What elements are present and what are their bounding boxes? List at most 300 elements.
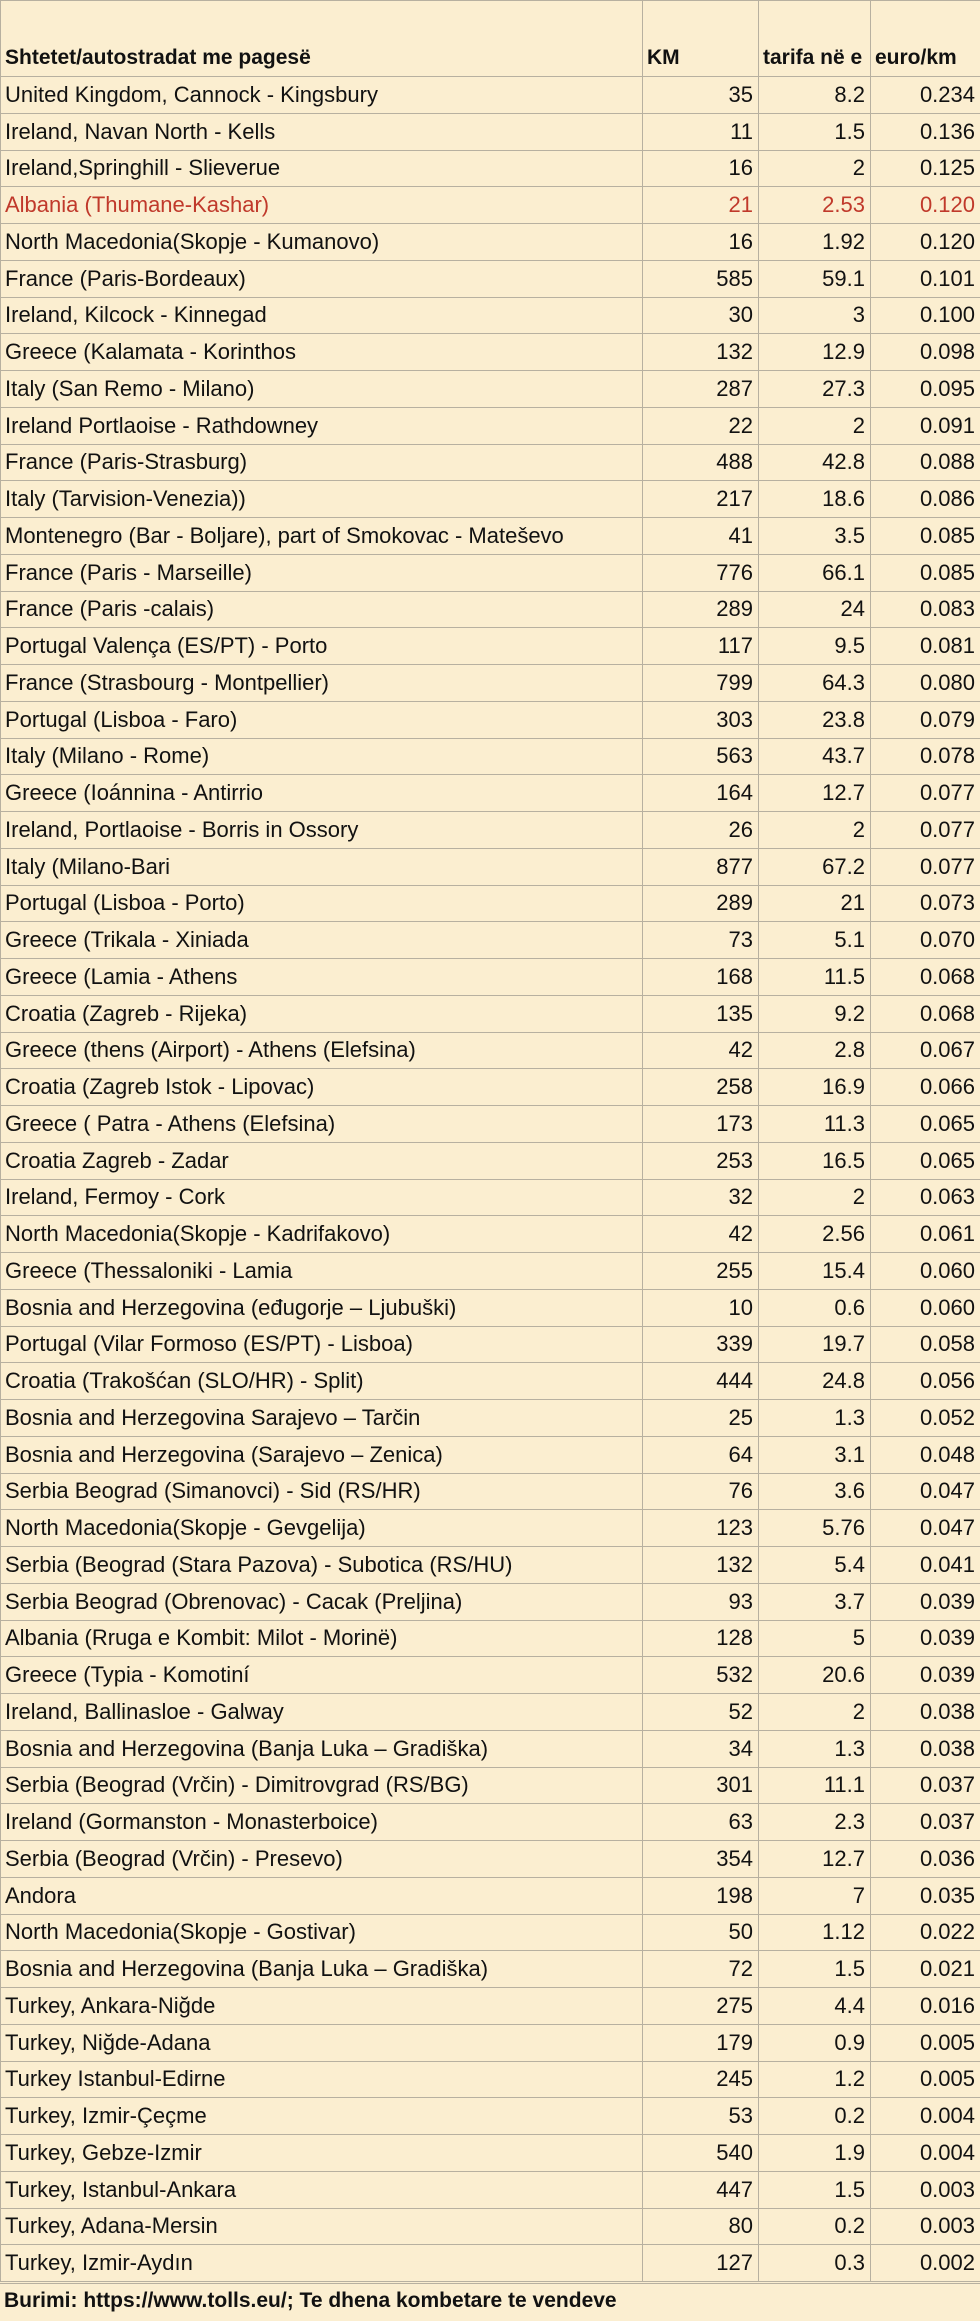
cell-name[interactable]: Ireland, Portlaoise - Borris in Ossory — [1, 812, 643, 849]
cell-name[interactable]: Greece (Trikala - Xiniada — [1, 922, 643, 959]
table-row — [1, 1326, 980, 1363]
table-row — [1, 959, 980, 996]
cell-km[interactable]: 447 — [643, 2171, 759, 2208]
table-row — [1, 1510, 980, 1547]
cell-km[interactable]: 354 — [643, 1841, 759, 1878]
cell-tariff[interactable]: 1.5 — [759, 1951, 871, 1988]
cell-name[interactable]: Greece (Lamia - Athens — [1, 959, 643, 996]
cell-km[interactable]: 275 — [643, 1988, 759, 2025]
table-row — [1, 738, 980, 775]
cell-tariff[interactable]: 2 — [759, 1179, 871, 1216]
cell-km[interactable]: 25 — [643, 1400, 759, 1437]
cell-euro-per-km[interactable]: 0.065 — [871, 1142, 980, 1179]
table-row — [1, 260, 980, 297]
cell-euro-per-km[interactable]: 0.058 — [871, 1326, 980, 1363]
cell-tariff[interactable]: 16.5 — [759, 1142, 871, 1179]
cell-km[interactable]: 10 — [643, 1289, 759, 1326]
cell-name[interactable]: Croatia (Trakošćan (SLO/HR) - Split) — [1, 1363, 643, 1400]
cell-name[interactable]: Serbia Beograd (Obrenovac) - Cacak (Preljina) — [1, 1583, 643, 1620]
cell-name[interactable]: Bosnia and Herzegovina (eđugorje – Ljubuški) — [1, 1289, 643, 1326]
table-row — [1, 334, 980, 371]
cell-tariff[interactable]: 5.1 — [759, 922, 871, 959]
table-row — [1, 1914, 980, 1951]
cell-tariff[interactable]: 16.9 — [759, 1069, 871, 1106]
cell-km[interactable]: 799 — [643, 665, 759, 702]
cell-km[interactable]: 289 — [643, 591, 759, 628]
cell-tariff[interactable]: 1.2 — [759, 2061, 871, 2098]
cell-euro-per-km[interactable]: 0.016 — [871, 1988, 980, 2025]
cell-km[interactable]: 63 — [643, 1804, 759, 1841]
cell-km[interactable]: 287 — [643, 371, 759, 408]
cell-tariff[interactable]: 4.4 — [759, 1988, 871, 2025]
cell-tariff[interactable]: 1.3 — [759, 1730, 871, 1767]
cell-euro-per-km[interactable]: 0.078 — [871, 738, 980, 775]
table-row — [1, 2024, 980, 2061]
cell-km[interactable]: 303 — [643, 701, 759, 738]
table-row — [1, 665, 980, 702]
cell-tariff[interactable]: 66.1 — [759, 554, 871, 591]
cell-tariff[interactable]: 2 — [759, 407, 871, 444]
cell-tariff[interactable]: 20.6 — [759, 1657, 871, 1694]
cell-euro-per-km[interactable]: 0.085 — [871, 518, 980, 555]
cell-tariff[interactable]: 2.3 — [759, 1804, 871, 1841]
cell-euro-per-km[interactable]: 0.039 — [871, 1620, 980, 1657]
cell-name[interactable]: Albania (Thumane-Kashar) — [1, 187, 643, 224]
cell-km[interactable]: 289 — [643, 885, 759, 922]
cell-euro-per-km[interactable]: 0.136 — [871, 113, 980, 150]
cell-km[interactable]: 255 — [643, 1253, 759, 1290]
table-row — [1, 885, 980, 922]
cell-euro-per-km[interactable]: 0.037 — [871, 1804, 980, 1841]
table-row — [1, 518, 980, 555]
cell-km[interactable]: 42 — [643, 1216, 759, 1253]
cell-tariff[interactable]: 3 — [759, 297, 871, 334]
cell-euro-per-km[interactable]: 0.052 — [871, 1400, 980, 1437]
cell-euro-per-km[interactable]: 0.073 — [871, 885, 980, 922]
cell-euro-per-km[interactable]: 0.077 — [871, 812, 980, 849]
table-row — [1, 1179, 980, 1216]
table-row — [1, 444, 980, 481]
cell-km[interactable]: 132 — [643, 334, 759, 371]
table-row — [1, 775, 980, 812]
cell-euro-per-km[interactable]: 0.085 — [871, 554, 980, 591]
cell-name[interactable]: France (Paris-Strasburg) — [1, 444, 643, 481]
cell-tariff[interactable]: 2.8 — [759, 1032, 871, 1069]
cell-euro-per-km[interactable]: 0.079 — [871, 701, 980, 738]
cell-tariff[interactable]: 8.2 — [759, 77, 871, 114]
cell-name[interactable]: Portugal (Lisboa - Faro) — [1, 701, 643, 738]
cell-tariff[interactable]: 1.3 — [759, 1400, 871, 1437]
cell-km[interactable]: 532 — [643, 1657, 759, 1694]
table-row — [1, 1730, 980, 1767]
table-row — [1, 187, 980, 224]
cell-tariff[interactable]: 19.7 — [759, 1326, 871, 1363]
cell-name[interactable]: Turkey Istanbul-Edirne — [1, 2061, 643, 2098]
cell-km[interactable]: 64 — [643, 1436, 759, 1473]
cell-name[interactable]: Turkey, Gebze-Izmir — [1, 2135, 643, 2172]
table-row — [1, 1142, 980, 1179]
cell-tariff[interactable]: 1.12 — [759, 1914, 871, 1951]
cell-tariff[interactable]: 7 — [759, 1877, 871, 1914]
cell-euro-per-km[interactable]: 0.047 — [871, 1473, 980, 1510]
table-row — [1, 1253, 980, 1290]
table-row — [1, 1657, 980, 1694]
cell-euro-per-km[interactable]: 0.081 — [871, 628, 980, 665]
table-row — [1, 1547, 980, 1584]
cell-tariff[interactable]: 23.8 — [759, 701, 871, 738]
cell-km[interactable]: 173 — [643, 1106, 759, 1143]
cell-name[interactable]: Serbia Beograd (Simanovci) - Sid (RS/HR) — [1, 1473, 643, 1510]
cell-km[interactable]: 179 — [643, 2024, 759, 2061]
cell-name[interactable]: Ireland, Kilcock - Kinnegad — [1, 297, 643, 334]
table-row — [1, 1216, 980, 1253]
cell-km[interactable]: 16 — [643, 224, 759, 261]
cell-euro-per-km[interactable]: 0.003 — [871, 2208, 980, 2245]
cell-km[interactable]: 301 — [643, 1767, 759, 1804]
table-row — [1, 481, 980, 518]
table-row — [1, 848, 980, 885]
cell-km[interactable]: 35 — [643, 77, 759, 114]
cell-name[interactable]: United Kingdom, Cannock - Kingsbury — [1, 77, 643, 114]
header-name[interactable]: Shtetet/autostradat me pagesë — [1, 1, 643, 77]
cell-tariff[interactable]: 0.2 — [759, 2098, 871, 2135]
cell-name[interactable]: Turkey, Izmir-Aydın — [1, 2245, 643, 2282]
cell-km[interactable]: 76 — [643, 1473, 759, 1510]
table-row — [1, 1877, 980, 1914]
cell-euro-per-km[interactable]: 0.021 — [871, 1951, 980, 1988]
cell-tariff[interactable]: 11.3 — [759, 1106, 871, 1143]
cell-euro-per-km[interactable]: 0.060 — [871, 1253, 980, 1290]
cell-km[interactable]: 488 — [643, 444, 759, 481]
cell-km[interactable]: 168 — [643, 959, 759, 996]
cell-euro-per-km[interactable]: 0.039 — [871, 1657, 980, 1694]
table-row — [1, 1436, 980, 1473]
cell-euro-per-km[interactable]: 0.098 — [871, 334, 980, 371]
cell-tariff[interactable]: 11.1 — [759, 1767, 871, 1804]
cell-km[interactable]: 135 — [643, 995, 759, 1032]
cell-km[interactable]: 30 — [643, 297, 759, 334]
cell-euro-per-km[interactable]: 0.002 — [871, 2245, 980, 2282]
cell-name[interactable]: North Macedonia(Skopje - Kumanovo) — [1, 224, 643, 261]
cell-km[interactable]: 52 — [643, 1694, 759, 1731]
cell-euro-per-km[interactable]: 0.068 — [871, 959, 980, 996]
cell-tariff[interactable]: 3.5 — [759, 518, 871, 555]
cell-euro-per-km[interactable]: 0.005 — [871, 2061, 980, 2098]
cell-tariff[interactable]: 67.2 — [759, 848, 871, 885]
cell-euro-per-km[interactable]: 0.080 — [871, 665, 980, 702]
header-tariff[interactable]: tarifa në e — [759, 1, 871, 77]
table-row — [1, 1106, 980, 1143]
cell-euro-per-km[interactable]: 0.234 — [871, 77, 980, 114]
cell-name[interactable]: Greece (Thessaloniki - Lamia — [1, 1253, 643, 1290]
cell-km[interactable]: 258 — [643, 1069, 759, 1106]
cell-tariff[interactable]: 43.7 — [759, 738, 871, 775]
table-row — [1, 922, 980, 959]
cell-euro-per-km[interactable]: 0.035 — [871, 1877, 980, 1914]
cell-name[interactable]: Portugal (Lisboa - Porto) — [1, 885, 643, 922]
cell-name[interactable]: Greece ( Patra - Athens (Elefsina) — [1, 1106, 643, 1143]
cell-name[interactable]: Ireland (Gormanston - Monasterboice) — [1, 1804, 643, 1841]
cell-km[interactable]: 198 — [643, 1877, 759, 1914]
cell-name[interactable]: Greece (thens (Airport) - Athens (Elefsina) — [1, 1032, 643, 1069]
cell-km[interactable]: 53 — [643, 2098, 759, 2135]
cell-name[interactable]: Greece (Typia - Komotiní — [1, 1657, 643, 1694]
cell-name[interactable]: Italy (Milano - Rome) — [1, 738, 643, 775]
cell-name[interactable]: Montenegro (Bar - Boljare), part of Smokovac - Mateševo — [1, 518, 643, 555]
cell-name[interactable]: Italy (Tarvision-Venezia)) — [1, 481, 643, 518]
cell-km[interactable]: 164 — [643, 775, 759, 812]
header-euro-per-km[interactable]: euro/km — [871, 1, 980, 77]
cell-name[interactable]: Bosnia and Herzegovina (Sarajevo – Zenica) — [1, 1436, 643, 1473]
table-row — [1, 1988, 980, 2025]
cell-euro-per-km[interactable]: 0.091 — [871, 407, 980, 444]
cell-name[interactable]: Bosnia and Herzegovina (Banja Luka – Gradiška) — [1, 1951, 643, 1988]
cell-tariff[interactable]: 11.5 — [759, 959, 871, 996]
cell-tariff[interactable]: 59.1 — [759, 260, 871, 297]
table-row — [1, 150, 980, 187]
cell-km[interactable]: 877 — [643, 848, 759, 885]
cell-km[interactable]: 585 — [643, 260, 759, 297]
cell-km[interactable]: 128 — [643, 1620, 759, 1657]
table-row — [1, 995, 980, 1032]
cell-tariff[interactable]: 0.3 — [759, 2245, 871, 2282]
cell-euro-per-km[interactable]: 0.022 — [871, 1914, 980, 1951]
table-row — [1, 1694, 980, 1731]
table-row — [1, 1620, 980, 1657]
cell-euro-per-km[interactable]: 0.038 — [871, 1730, 980, 1767]
cell-euro-per-km[interactable]: 0.056 — [871, 1363, 980, 1400]
cell-euro-per-km[interactable]: 0.063 — [871, 1179, 980, 1216]
table-row — [1, 701, 980, 738]
cell-name[interactable]: Turkey, Niğde-Adana — [1, 2024, 643, 2061]
cell-tariff[interactable]: 0.6 — [759, 1289, 871, 1326]
cell-name[interactable]: Greece (Kalamata - Korinthos — [1, 334, 643, 371]
cell-km[interactable]: 42 — [643, 1032, 759, 1069]
cell-km[interactable]: 217 — [643, 481, 759, 518]
cell-tariff[interactable]: 1.5 — [759, 2171, 871, 2208]
table-row — [1, 2208, 980, 2245]
table-row — [1, 554, 980, 591]
cell-name[interactable]: Serbia (Beograd (Stara Pazova) - Subotica (RS/HU) — [1, 1547, 643, 1584]
cell-tariff[interactable]: 5.76 — [759, 1510, 871, 1547]
cell-name[interactable]: Turkey, Izmir-Çeçme — [1, 2098, 643, 2135]
cell-km[interactable]: 32 — [643, 1179, 759, 1216]
table-row — [1, 113, 980, 150]
table-row — [1, 407, 980, 444]
cell-tariff[interactable]: 12.7 — [759, 1841, 871, 1878]
cell-tariff[interactable]: 0.2 — [759, 2208, 871, 2245]
cell-euro-per-km[interactable]: 0.101 — [871, 260, 980, 297]
table-row — [1, 1767, 980, 1804]
cell-name[interactable]: Albania (Rruga e Kombit: Milot - Morinë) — [1, 1620, 643, 1657]
cell-name[interactable]: Ireland Portlaoise - Rathdowney — [1, 407, 643, 444]
cell-tariff[interactable]: 2 — [759, 150, 871, 187]
table-row — [1, 1032, 980, 1069]
cell-km[interactable]: 11 — [643, 113, 759, 150]
cell-tariff[interactable]: 5 — [759, 1620, 871, 1657]
cell-tariff[interactable]: 0.9 — [759, 2024, 871, 2061]
cell-km[interactable]: 444 — [643, 1363, 759, 1400]
cell-tariff[interactable]: 1.9 — [759, 2135, 871, 2172]
cell-km[interactable]: 245 — [643, 2061, 759, 2098]
table-row — [1, 2098, 980, 2135]
cell-km[interactable]: 123 — [643, 1510, 759, 1547]
cell-name[interactable]: Croatia Zagreb - Zadar — [1, 1142, 643, 1179]
cell-km[interactable]: 22 — [643, 407, 759, 444]
cell-euro-per-km[interactable]: 0.120 — [871, 187, 980, 224]
cell-km[interactable]: 16 — [643, 150, 759, 187]
cell-name[interactable]: Ireland, Fermoy - Cork — [1, 1179, 643, 1216]
cell-tariff[interactable]: 15.4 — [759, 1253, 871, 1290]
cell-name[interactable]: France (Paris - Marseille) — [1, 554, 643, 591]
cell-euro-per-km[interactable]: 0.037 — [871, 1767, 980, 1804]
cell-tariff[interactable]: 12.7 — [759, 775, 871, 812]
table-body — [1, 77, 980, 2282]
cell-tariff[interactable]: 24 — [759, 591, 871, 628]
cell-euro-per-km[interactable]: 0.060 — [871, 1289, 980, 1326]
cell-tariff[interactable]: 1.5 — [759, 113, 871, 150]
cell-tariff[interactable]: 27.3 — [759, 371, 871, 408]
cell-name[interactable]: France (Paris -calais) — [1, 591, 643, 628]
cell-km[interactable]: 540 — [643, 2135, 759, 2172]
cell-euro-per-km[interactable]: 0.061 — [871, 1216, 980, 1253]
table-row — [1, 2245, 980, 2282]
table-row — [1, 297, 980, 334]
cell-km[interactable]: 21 — [643, 187, 759, 224]
cell-name[interactable]: Croatia (Zagreb - Rijeka) — [1, 995, 643, 1032]
cell-tariff[interactable]: 42.8 — [759, 444, 871, 481]
cell-name[interactable]: Turkey, Istanbul-Ankara — [1, 2171, 643, 2208]
cell-km[interactable]: 41 — [643, 518, 759, 555]
cell-tariff[interactable]: 24.8 — [759, 1363, 871, 1400]
cell-euro-per-km[interactable]: 0.047 — [871, 1510, 980, 1547]
table-row — [1, 77, 980, 114]
cell-euro-per-km[interactable]: 0.041 — [871, 1547, 980, 1584]
cell-km[interactable]: 50 — [643, 1914, 759, 1951]
table-row — [1, 1583, 980, 1620]
cell-name[interactable]: Italy (Milano-Bari — [1, 848, 643, 885]
table-row — [1, 224, 980, 261]
cell-euro-per-km[interactable]: 0.120 — [871, 224, 980, 261]
cell-km[interactable]: 80 — [643, 2208, 759, 2245]
cell-euro-per-km[interactable]: 0.100 — [871, 297, 980, 334]
cell-km[interactable]: 73 — [643, 922, 759, 959]
cell-name[interactable]: Greece (Ioánnina - Antirrio — [1, 775, 643, 812]
cell-km[interactable]: 776 — [643, 554, 759, 591]
cell-km[interactable]: 339 — [643, 1326, 759, 1363]
cell-name[interactable]: Ireland,Springhill - Slieverue — [1, 150, 643, 187]
cell-tariff[interactable]: 9.2 — [759, 995, 871, 1032]
header-km[interactable]: KM — [643, 1, 759, 77]
cell-euro-per-km[interactable]: 0.004 — [871, 2135, 980, 2172]
table-row — [1, 2171, 980, 2208]
cell-km[interactable]: 253 — [643, 1142, 759, 1179]
cell-euro-per-km[interactable]: 0.083 — [871, 591, 980, 628]
cell-euro-per-km[interactable]: 0.088 — [871, 444, 980, 481]
cell-tariff[interactable]: 2 — [759, 1694, 871, 1731]
cell-tariff[interactable]: 2 — [759, 812, 871, 849]
cell-name[interactable]: Italy (San Remo - Milano) — [1, 371, 643, 408]
cell-km[interactable]: 563 — [643, 738, 759, 775]
cell-name[interactable]: Andora — [1, 1877, 643, 1914]
cell-tariff[interactable]: 18.6 — [759, 481, 871, 518]
cell-tariff[interactable]: 5.4 — [759, 1547, 871, 1584]
cell-tariff[interactable]: 3.1 — [759, 1436, 871, 1473]
cell-tariff[interactable]: 2.53 — [759, 187, 871, 224]
cell-name[interactable]: Ireland, Navan North - Kells — [1, 113, 643, 150]
cell-tariff[interactable]: 9.5 — [759, 628, 871, 665]
source-footer: Burimi: https://www.tolls.eu/; Te dhena kombetare te vendeve — [0, 2283, 980, 2321]
cell-euro-per-km[interactable]: 0.038 — [871, 1694, 980, 1731]
table-row — [1, 2135, 980, 2172]
cell-km[interactable]: 93 — [643, 1583, 759, 1620]
cell-tariff[interactable]: 3.6 — [759, 1473, 871, 1510]
cell-km[interactable]: 72 — [643, 1951, 759, 1988]
cell-tariff[interactable]: 12.9 — [759, 334, 871, 371]
cell-euro-per-km[interactable]: 0.036 — [871, 1841, 980, 1878]
cell-euro-per-km[interactable]: 0.066 — [871, 1069, 980, 1106]
table-row — [1, 1951, 980, 1988]
cell-name[interactable]: France (Strasbourg - Montpellier) — [1, 665, 643, 702]
cell-tariff[interactable]: 2.56 — [759, 1216, 871, 1253]
table-row — [1, 1804, 980, 1841]
cell-name[interactable]: Bosnia and Herzegovina Sarajevo – Tarčin — [1, 1400, 643, 1437]
cell-name[interactable]: North Macedonia(Skopje - Gostivar) — [1, 1914, 643, 1951]
header-row — [1, 1, 980, 77]
cell-km[interactable]: 132 — [643, 1547, 759, 1584]
cell-euro-per-km[interactable]: 0.125 — [871, 150, 980, 187]
cell-name[interactable]: Serbia (Beograd (Vrčin) - Presevo) — [1, 1841, 643, 1878]
cell-euro-per-km[interactable]: 0.067 — [871, 1032, 980, 1069]
cell-name[interactable]: Ireland, Ballinasloe - Galway — [1, 1694, 643, 1731]
cell-euro-per-km[interactable]: 0.095 — [871, 371, 980, 408]
cell-tariff[interactable]: 1.92 — [759, 224, 871, 261]
cell-euro-per-km[interactable]: 0.065 — [871, 1106, 980, 1143]
cell-km[interactable]: 26 — [643, 812, 759, 849]
cell-name[interactable]: Portugal Valença (ES/PT) - Porto — [1, 628, 643, 665]
cell-euro-per-km[interactable]: 0.039 — [871, 1583, 980, 1620]
cell-euro-per-km[interactable]: 0.005 — [871, 2024, 980, 2061]
table-row — [1, 2061, 980, 2098]
cell-tariff[interactable]: 64.3 — [759, 665, 871, 702]
cell-name[interactable]: Serbia (Beograd (Vrčin) - Dimitrovgrad (RS/BG) — [1, 1767, 643, 1804]
cell-euro-per-km[interactable]: 0.077 — [871, 775, 980, 812]
cell-euro-per-km[interactable]: 0.077 — [871, 848, 980, 885]
cell-euro-per-km[interactable]: 0.068 — [871, 995, 980, 1032]
cell-euro-per-km[interactable]: 0.070 — [871, 922, 980, 959]
cell-name[interactable]: Bosnia and Herzegovina (Banja Luka – Gradiška) — [1, 1730, 643, 1767]
cell-euro-per-km[interactable]: 0.086 — [871, 481, 980, 518]
cell-km[interactable]: 127 — [643, 2245, 759, 2282]
cell-tariff[interactable]: 21 — [759, 885, 871, 922]
cell-name[interactable]: Turkey, Ankara-Niğde — [1, 1988, 643, 2025]
cell-name[interactable]: North Macedonia(Skopje - Kadrifakovo) — [1, 1216, 643, 1253]
cell-name[interactable]: North Macedonia(Skopje - Gevgelija) — [1, 1510, 643, 1547]
cell-euro-per-km[interactable]: 0.003 — [871, 2171, 980, 2208]
table-row — [1, 628, 980, 665]
cell-km[interactable]: 34 — [643, 1730, 759, 1767]
cell-name[interactable]: Portugal (Vilar Formoso (ES/PT) - Lisboa) — [1, 1326, 643, 1363]
cell-tariff[interactable]: 3.7 — [759, 1583, 871, 1620]
cell-name[interactable]: France (Paris-Bordeaux) — [1, 260, 643, 297]
cell-euro-per-km[interactable]: 0.004 — [871, 2098, 980, 2135]
cell-name[interactable]: Turkey, Adana-Mersin — [1, 2208, 643, 2245]
cell-name[interactable]: Croatia (Zagreb Istok - Lipovac) — [1, 1069, 643, 1106]
cell-euro-per-km[interactable]: 0.048 — [871, 1436, 980, 1473]
cell-km[interactable]: 117 — [643, 628, 759, 665]
table-row — [1, 1363, 980, 1400]
table-row — [1, 812, 980, 849]
